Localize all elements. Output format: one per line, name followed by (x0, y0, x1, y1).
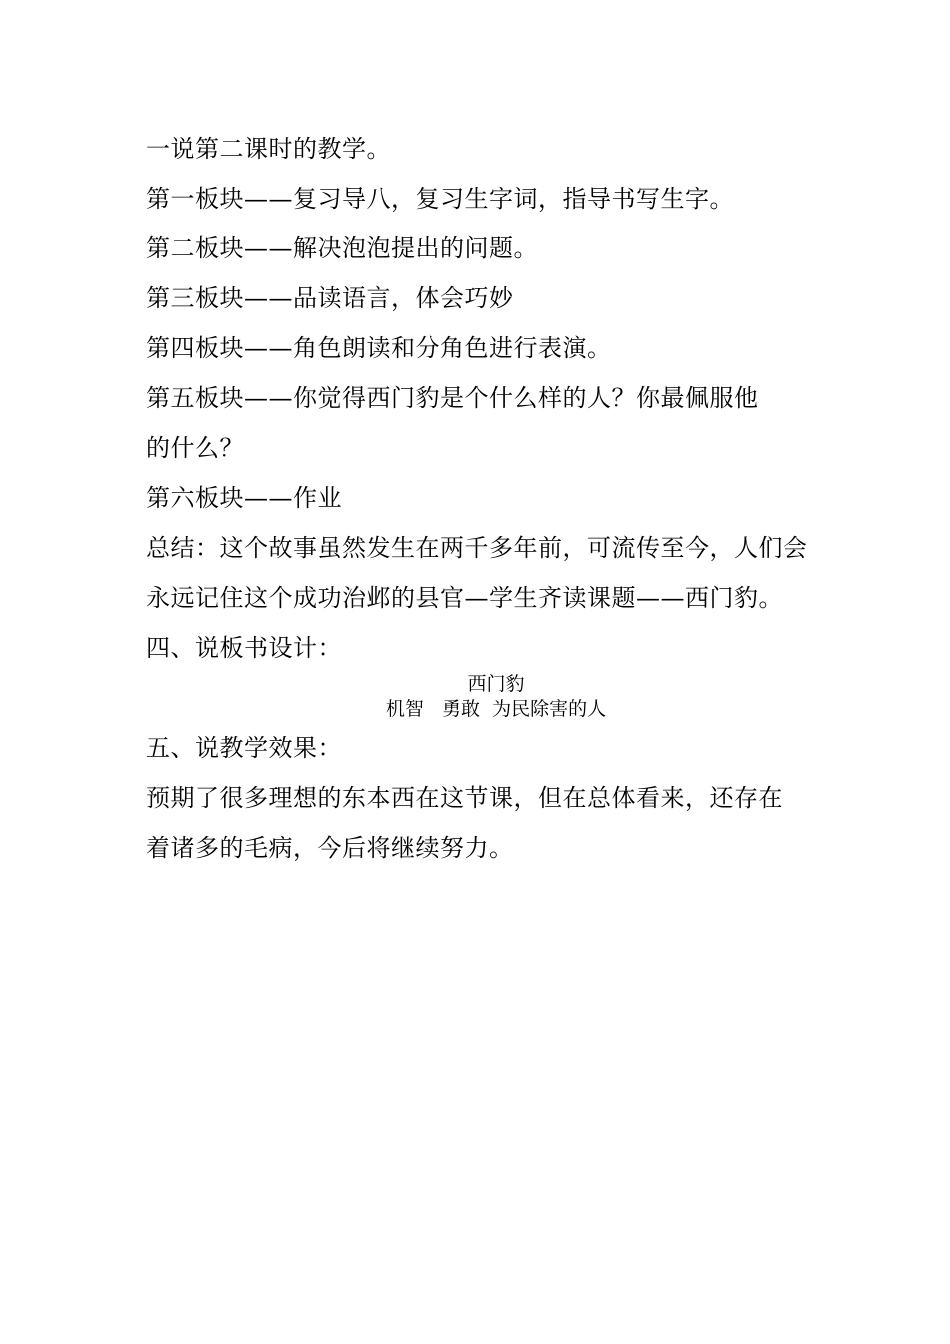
block-6-line: 第六板块——作业 (146, 484, 342, 512)
summary-line-1: 总结：这个故事虽然发生在两千多年前，可流传至今，人们会 (146, 534, 808, 562)
block-4-line: 第四板块——角色朗读和分角色进行表演。 (146, 334, 612, 362)
board-title: 西门豹 (467, 673, 525, 695)
effect-line-2: 着诸多的毛病，今后将继续努力。 (146, 834, 514, 862)
board-design-heading: 四、说板书设计： (146, 634, 342, 662)
effect-line-1: 预期了很多理想的东本西在这节课，但在总体看来，还存在 (146, 784, 783, 812)
block-5-line: 第五板块——你觉得西门豹是个什么样的人？你最佩服他 (146, 384, 759, 412)
block-5-continuation: 的什么？ (146, 434, 244, 462)
intro-line: 一说第二课时的教学。 (146, 135, 391, 163)
effect-heading: 五、说教学效果： (146, 734, 342, 762)
board-traits: 机智 勇敢 为民除害的人 (385, 698, 607, 720)
block-1-line: 第一板块——复习导八，复习生字词，指导书写生字。 (146, 185, 734, 213)
block-3-line: 第三板块——品读语言，体会巧妙 (146, 284, 514, 312)
summary-line-2: 永远记住这个成功治邺的县官—学生齐读课题——西门豹。 (146, 584, 783, 612)
block-2-line: 第二板块——解决泡泡提出的问题。 (146, 234, 538, 262)
